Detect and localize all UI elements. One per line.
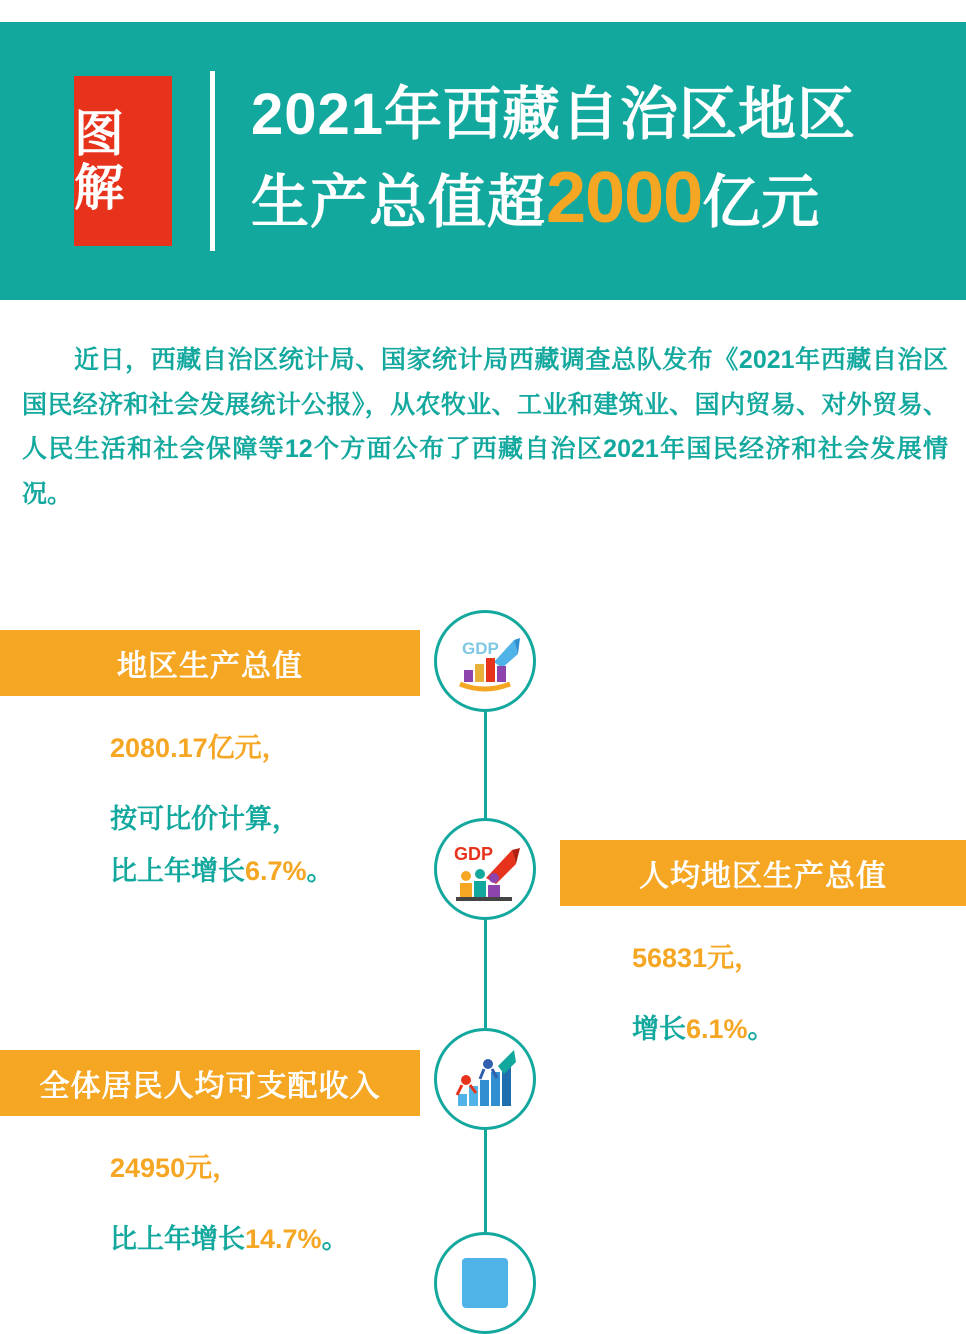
- card-gdp-note2: [110, 845, 420, 898]
- card-gdp-note2-post: 。: [306, 856, 334, 887]
- gdp-arrow-chart-icon: [434, 610, 536, 712]
- header-title-line2-pre: 生产总值超: [251, 170, 547, 236]
- card-per-capita-gdp-body: [560, 932, 966, 1055]
- header-title-highlight: 2000: [546, 158, 703, 239]
- card-per-capita-gdp-value: 56831元，: [632, 943, 762, 973]
- card-disposable-income-rate: 14.7%: [245, 1223, 322, 1254]
- card-disposable-income-note-pre: 比上年增长: [110, 1223, 245, 1254]
- card-gdp-body: [0, 722, 420, 898]
- card-gdp-value: 2080.17亿元，: [110, 733, 289, 763]
- card-per-capita-gdp-title: 人均地区生产总值: [560, 840, 966, 906]
- card-disposable-income-value: 24950元，: [110, 1153, 240, 1183]
- header-title-line1: 2021年西藏自治区地区: [251, 81, 857, 147]
- card-disposable-income-note-post: 。: [321, 1223, 349, 1254]
- timeline-node-4-icon: [434, 1232, 536, 1334]
- card-disposable-income-body: [0, 1142, 420, 1265]
- header-divider: [210, 71, 215, 251]
- card-per-capita-gdp-note-post: 。: [747, 1013, 775, 1044]
- card-gdp-note1: 按可比价计算，: [110, 803, 299, 834]
- card-gdp: [0, 630, 420, 898]
- intro-paragraph: 近日，西藏自治区统计局、国家统计局西藏调查总队发布《2021年西藏自治区国民经济和社会发展统计公报》，从农牧业、工业和建筑业、国内贸易、对外贸易、人民生活和社会保障等12个方面公布了西藏自治区2021年国民经济和社会发展情况。: [22, 346, 948, 508]
- header-badge: 图解: [74, 76, 172, 246]
- card-gdp-rate: 6.7%: [245, 856, 307, 887]
- svg-text:GDP: GDP: [454, 844, 494, 864]
- card-disposable-income-title: 全体居民人均可支配收入: [0, 1050, 420, 1116]
- header-title-line2-post: 亿元: [702, 170, 821, 236]
- card-per-capita-gdp-note-pre: 增长: [632, 1013, 686, 1044]
- header-banner: [0, 22, 966, 300]
- header-title-line2: [251, 152, 856, 244]
- card-gdp-title: 地区生产总值: [0, 630, 420, 696]
- card-disposable-income-note: [110, 1213, 420, 1266]
- card-per-capita-gdp-note: [632, 1003, 966, 1056]
- growth-bar-runner-icon: [434, 1028, 536, 1130]
- timeline-connector: [484, 620, 487, 1260]
- svg-text:GDP: GDP: [462, 639, 499, 658]
- card-per-capita-gdp: [560, 840, 966, 1055]
- gdp-people-arrow-icon: [434, 818, 536, 920]
- header-titles: [251, 78, 856, 244]
- card-per-capita-gdp-rate: 6.1%: [686, 1013, 748, 1044]
- card-gdp-note2-pre: 比上年增长: [110, 856, 245, 887]
- card-disposable-income: [0, 1050, 420, 1265]
